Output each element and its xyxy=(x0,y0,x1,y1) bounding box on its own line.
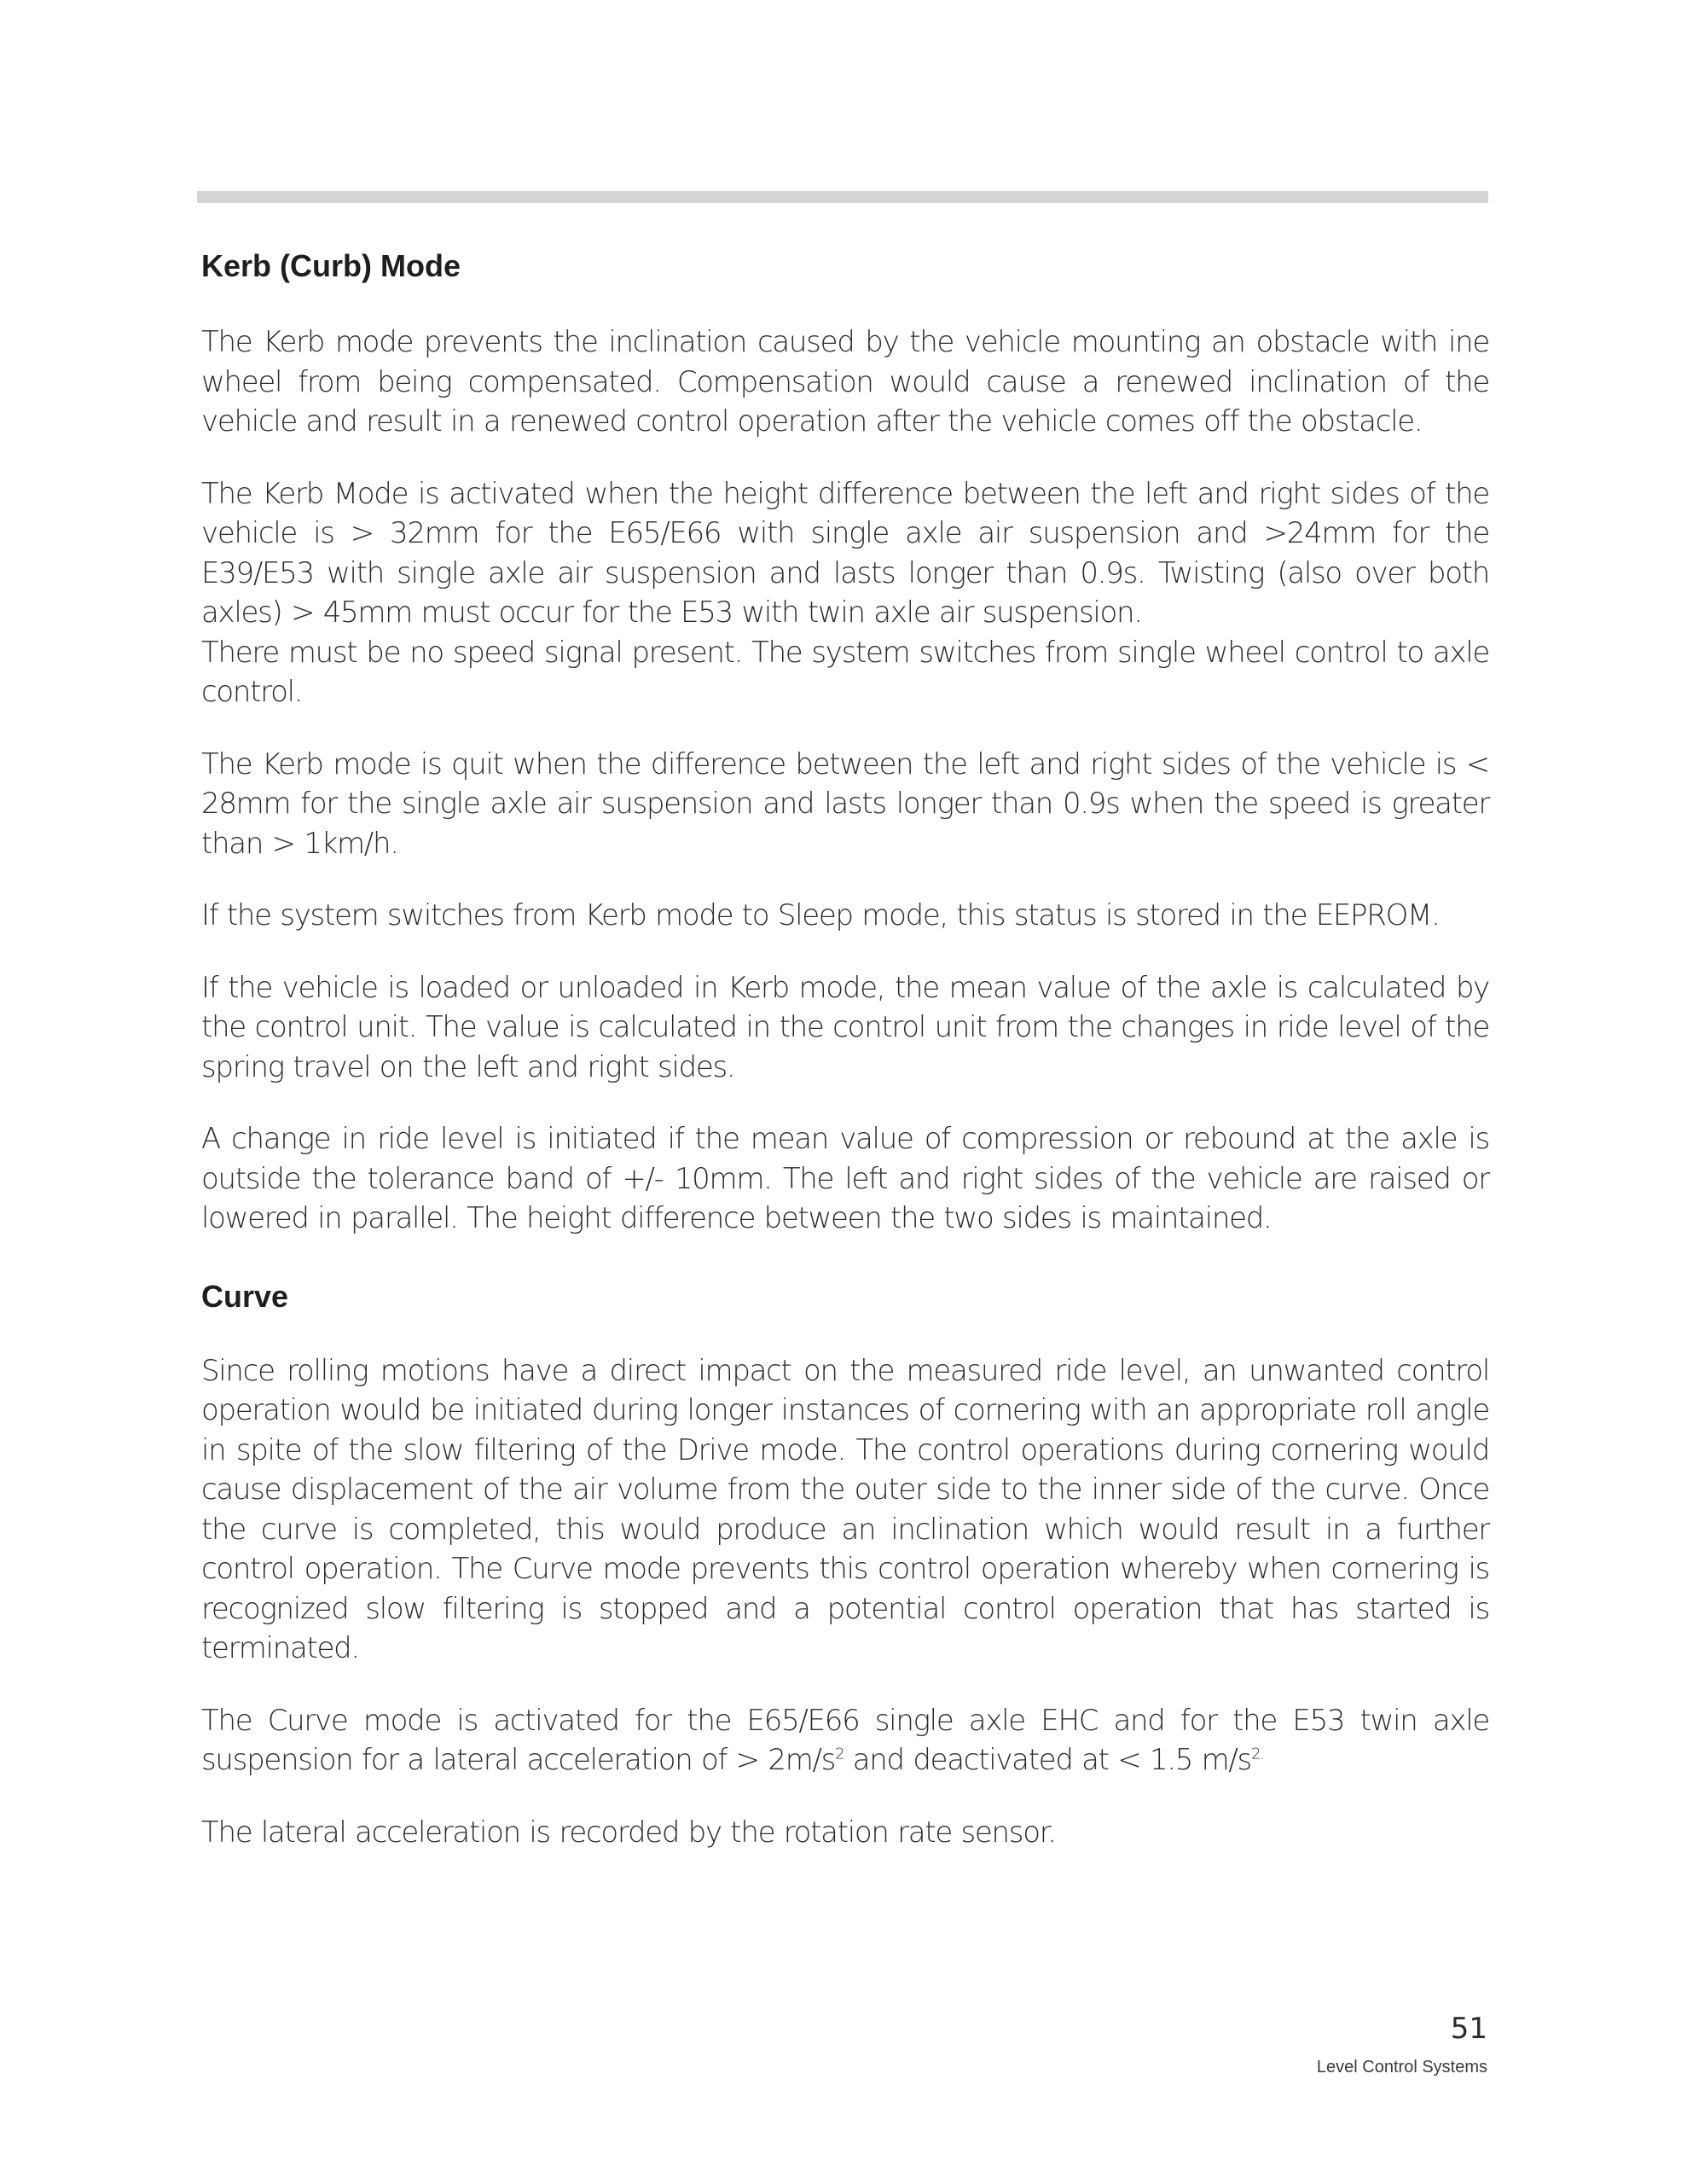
curve-paragraph-2 xyxy=(201,1701,1489,1780)
kerb-paragraph-6: If the vehicle is loaded or unloaded in Kerb mode, the mean value of the axle is calculated by the control unit. The value is calculated in the control unit from the changes in ride level of the spring travel on the left and right sides. xyxy=(201,970,1489,1084)
curve-paragraph-2-part-b: and deactivated at < 1.5 m/s xyxy=(844,1743,1251,1777)
kerb-paragraph-7: A change in ride level is initiated if the mean value of compression or rebound at the axle is outside the tolerance band of +/- 10mm. The left and right sides of the vehicle are raised or lowered in parallel. The height difference between the two sides is maintained. xyxy=(201,1122,1489,1235)
footer-title: Level Control Systems xyxy=(1316,2058,1487,2077)
curve-paragraph-1: Since rolling motions have a direct impact on the measured ride level, an unwanted control operation would be initiated during longer instances of cornering with an appropriate roll angle in spite of the slow filtering of the Drive mode. The control operations during cornering would cause displacement of the air volume from the outer side to the inner side of the curve. Once the curve is completed, this would produce an inclination which would result in a further control operation. The Curve mode prevents this control operation whereby when cornering is recognized slow filtering is stopped and a potential control operation that has started is terminated. xyxy=(201,1353,1489,1665)
kerb-paragraph-1: The Kerb mode prevents the inclination caused by the vehicle mounting an obstacle with ine wheel from being compensated. Compensation would cause a renewed inclination of the vehicle and result in a renewed control operation after the vehicle comes off the obstacle. xyxy=(201,325,1489,439)
curve-paragraph-2-part-a: The Curve mode is activated for the E65/E66 single axle EHC and for the E53 twin axle suspension for a lateral acceleration of > 2m/s xyxy=(201,1703,1489,1777)
page-number: 51 xyxy=(1450,2012,1487,2046)
superscript-squared: 2 xyxy=(835,1745,844,1763)
kerb-paragraph-2: The Kerb Mode is activated when the height difference between the left and right sides of the vehicle is > 32mm for the E65/E66 with single axle air suspension and >24mm for the E39/E53 with single axle air suspension and lasts longer than 0.9s. Twisting (also over both axles) > 45mm must occur for the E53 with twin axle air suspension. xyxy=(201,476,1489,630)
top-divider xyxy=(197,191,1488,203)
kerb-paragraph-5: If the system switches from Kerb mode to Sleep mode, this status is stored in the EEPROM. xyxy=(201,898,1440,932)
kerb-paragraph-3: There must be no speed signal present. The system switches from single wheel control to axle control. xyxy=(201,635,1489,709)
superscript-squared: 2. xyxy=(1250,1745,1264,1763)
curve-paragraph-3: The lateral acceleration is recorded by the rotation rate sensor. xyxy=(201,1815,1056,1850)
kerb-paragraph-4: The Kerb mode is quit when the difference between the left and right sides of the vehicle is < 28mm for the single axle air suspension and lasts longer than 0.9s when the speed is greater than > 1km/h. xyxy=(201,746,1489,861)
page-content xyxy=(201,239,1489,1885)
kerb-mode-heading: Kerb (Curb) Mode xyxy=(201,248,461,283)
curve-heading: Curve xyxy=(201,1278,289,1314)
